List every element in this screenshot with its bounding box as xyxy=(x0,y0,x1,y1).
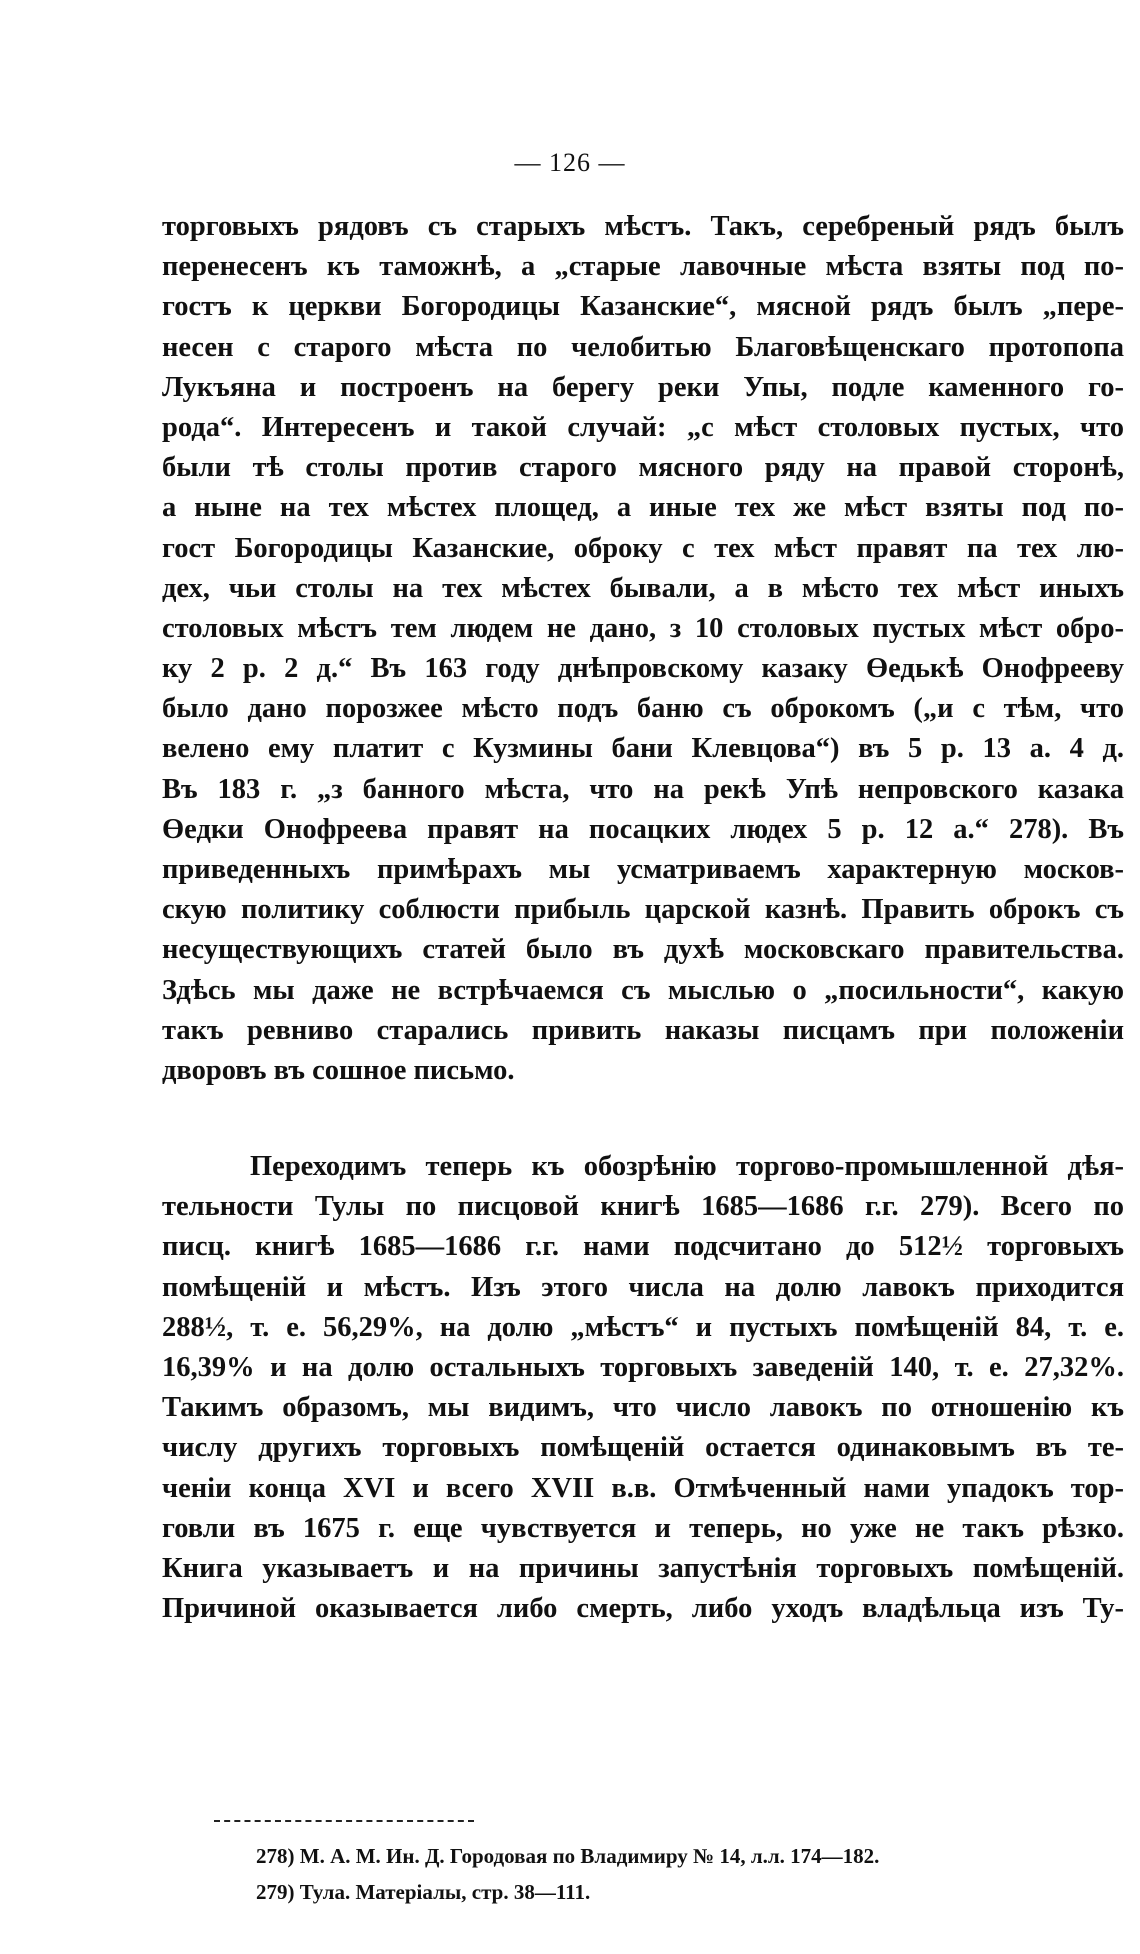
text-line: дех, чьи столы на тех мѣстех бывали, а в мѣсто тех мѣст иныхъ xyxy=(162,572,1124,604)
text-line: ку 2 р. 2 д.“ Въ 163 году днѣпровскому казаку Өедькѣ Онофрееву xyxy=(162,653,1124,685)
text-line: тельности Тулы по писцовой книгѣ 1685—1686 г.г. 279). Всего по xyxy=(162,1191,1124,1223)
page-number: — 126 — xyxy=(514,148,626,177)
footnote-278: 278) М. А. М. Ин. Д. Городовая по Владимиру № 14, л.л. 174—182. xyxy=(256,1844,880,1868)
paragraph-2 xyxy=(162,1147,1124,1629)
text-line: говли въ 1675 г. еще чувствуется и теперь, но уже не такъ рѣзко. xyxy=(162,1512,1124,1544)
text-line: ченіи конца XVI и всего XVII в.в. Отмѣченный нами упадокъ тор- xyxy=(162,1472,1124,1504)
text-line: такъ ревниво старались привить наказы писцамъ при положеніи xyxy=(162,1014,1124,1046)
text-line: Переходимъ теперь къ обозрѣнію торгово-промышленной дѣя- xyxy=(250,1151,1124,1182)
text-line: Лукъяна и построенъ на берегу реки Упы, подле каменного го- xyxy=(162,371,1124,403)
text-line: дворовъ въ сошное письмо. xyxy=(162,1054,515,1086)
text-line: несен с старого мѣста по челобитью Благовѣщенскаго протопопа xyxy=(162,331,1124,363)
text-line: гост Богородицы Казанские, оброку с тех мѣст правят па тех лю- xyxy=(162,532,1124,564)
text-line: торговыхъ рядовъ съ старыхъ мѣстъ. Такъ, серебреный рядъ былъ xyxy=(162,211,1124,242)
footnote-279: 279) Тула. Матеріалы, стр. 38—111. xyxy=(256,1880,591,1904)
text-line: Өедки Онофреева правят на посацких людех 5 р. 12 а.“ 278). Въ xyxy=(162,813,1124,845)
text-line: Книга указываетъ и на причины запустѣнія торговыхъ помѣщеній. xyxy=(162,1552,1124,1584)
text-line: перенесенъ къ таможнѣ, а „старые лавочные мѣста взяты под по- xyxy=(162,251,1124,283)
text-line: было дано порозжее мѣсто подъ баню съ оброкомъ („и с тѣм, что xyxy=(162,693,1124,725)
text-line: рода“. Интересенъ и такой случай: „с мѣст столовых пустых, что xyxy=(162,411,1124,443)
text-line: Такимъ образомъ, мы видимъ, что число лавокъ по отношенію къ xyxy=(162,1392,1124,1424)
text-line: были тѣ столы против старого мясного ряду на правой сторонѣ, xyxy=(162,452,1124,484)
text-line: помѣщеній и мѣстъ. Изъ этого числа на долю лавокъ приходится xyxy=(162,1271,1124,1303)
text-line: несуществующихъ статей было въ духѣ московскаго правительства. xyxy=(162,934,1124,966)
text-line: столовых мѣстъ тем людем не дано, з 10 столовых пустых мѣст обро- xyxy=(162,612,1124,644)
text-line: 288½, т. е. 56,29%, на долю „мѣстъ“ и пустыхъ помѣщеній 84, т. е. xyxy=(162,1311,1124,1343)
text-line: 16,39% и на долю остальныхъ торговыхъ заведеній 140, т. е. 27,32%. xyxy=(162,1351,1124,1383)
text-line: приведенныхъ примѣрахъ мы усматриваемъ характерную москов- xyxy=(162,854,1124,885)
text-line: Въ 183 г. „з банного мѣста, что на рекѣ Упѣ непровского казака xyxy=(162,773,1124,805)
text-line: а ныне на тех мѣстех площед, а иные тех же мѣст взяты под по- xyxy=(162,492,1124,524)
text-line: Причиной оказывается либо смерть, либо уходъ владѣльца изъ Ту- xyxy=(162,1593,1124,1625)
text-line: велено ему платит с Кузмины бани Клевцова“) въ 5 р. 13 а. 4 д. xyxy=(162,733,1124,765)
paragraph-1 xyxy=(162,207,1124,1091)
text-line: писц. книгѣ 1685—1686 г.г. нами подсчитано до 512½ торговыхъ xyxy=(162,1231,1124,1263)
text-line: скую политику соблюсти прибыль царской казнѣ. Править оброкъ съ xyxy=(162,894,1124,926)
text-line: Здѣсь мы даже не встрѣчаемся съ мыслью о „посильности“, какую xyxy=(162,974,1124,1006)
footnotes xyxy=(256,1838,1116,1910)
text-line: гостъ к церкви Богородицы Казанские“, мясной рядъ былъ „пере- xyxy=(162,291,1124,323)
text-line: числу другихъ торговыхъ помѣщеній остается одинаковымъ въ те- xyxy=(162,1432,1124,1464)
footnote-separator xyxy=(214,1820,474,1822)
